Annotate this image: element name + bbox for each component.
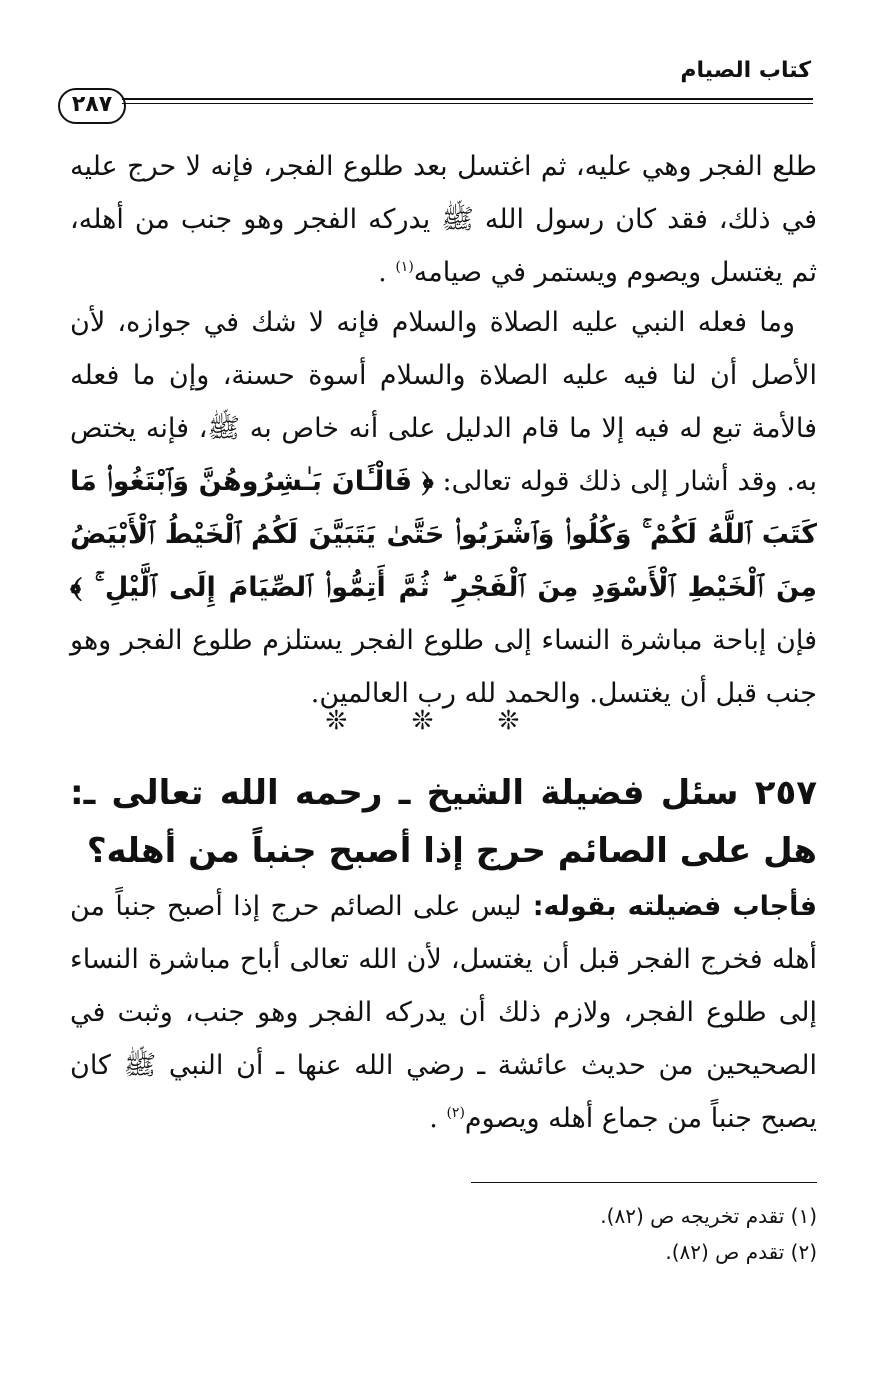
footnote-ref-1[interactable]: (١): [395, 259, 414, 275]
paragraph-1-end: .: [378, 257, 396, 288]
footnote-1: (١) تقدم تخريجه ص (٨٢).: [600, 1204, 817, 1228]
footnote-ref-2[interactable]: (٢): [446, 1105, 465, 1121]
paragraph-1: [70, 140, 817, 299]
footnotes: [70, 1198, 817, 1270]
question-heading: ٢٥٧ سئل فضيلة الشيخ ـ رحمه الله تعالى ـ: هل على الصائم حرج إذا أصبح جنباً من أهله؟: [70, 773, 817, 871]
section-separator: ❊ ❊ ❊: [325, 706, 548, 736]
paragraph-1-text: طلع الفجر وهي عليه، ثم اغتسل بعد طلوع الفجر، فإنه لا حرج عليه في ذلك، فقد كان رسول الله ﷺ يدركه الفجر وهو جنب من أهله، ثم يغتسل ويصوم ويستمر في صيامه: [70, 151, 817, 288]
quran-verse: ﴿ فَالْـَٔانَ بَـٰشِرُوهُنَّ وَٱبْتَغُوا۟ مَا كَتَبَ ٱللَّهُ لَكُمْ ۚ وَكُلُوا۟ وَٱشْرَبُوا۟ حَتَّىٰ يَتَبَيَّنَ لَكُمُ ٱلْخَيْطُ ٱلْأَبْيَضُ مِنَ ٱلْخَيْطِ ٱلْأَسْوَدِ مِنَ ٱلْفَجْرِ ۖ ثُمَّ أَتِمُّوا۟ ٱلصِّيَامَ إِلَى ٱلَّيْلِ ۚ ﴾: [70, 466, 817, 603]
running-title: كتاب الصيام: [680, 58, 811, 83]
paragraph-2-end: فإن إباحة مباشرة النساء إلى طلوع الفجر يستلزم طلوع الفجر وهو جنب قبل أن يغتسل. والحمد لله رب العالمين.: [70, 625, 817, 709]
footnote-2: (٢) تقدم ص (٨٢).: [665, 1240, 817, 1264]
page-number: ٢٨٧: [58, 88, 126, 124]
answer-lead: فأجاب فضيلته بقوله:: [521, 891, 818, 922]
answer-paragraph: [70, 880, 817, 1145]
footnote-rule: [471, 1182, 817, 1183]
paragraph-2: [70, 296, 817, 720]
header-rule: [122, 98, 813, 104]
paragraph-2-text: وما فعله النبي عليه الصلاة والسلام فإنه لا شك في جوازه، لأن الأصل أن لنا فيه عليه الصلاة والسلام أسوة حسنة، وإن ما فعله فالأمة تبع له فيه إلا ما قام الدليل على أنه خاص به ﷺ، فإنه يختص به. وقد أشار إلى ذلك قوله تعالى:: [70, 307, 817, 497]
answer-end: .: [429, 1103, 447, 1134]
answer-text: ليس على الصائم حرج إذا أصبح جنباً من أهله فخرج الفجر قبل أن يغتسل، لأن الله تعالى أباح مباشرة النساء إلى طلوع الفجر، ولازم ذلك أن يدركه الفجر وهو جنب، وثبت في الصحيحين من حديث عائشة ـ رضي الله عنها ـ أن النبي ﷺ كان يصبح جنباً من جماع أهله ويصوم: [70, 891, 817, 1134]
